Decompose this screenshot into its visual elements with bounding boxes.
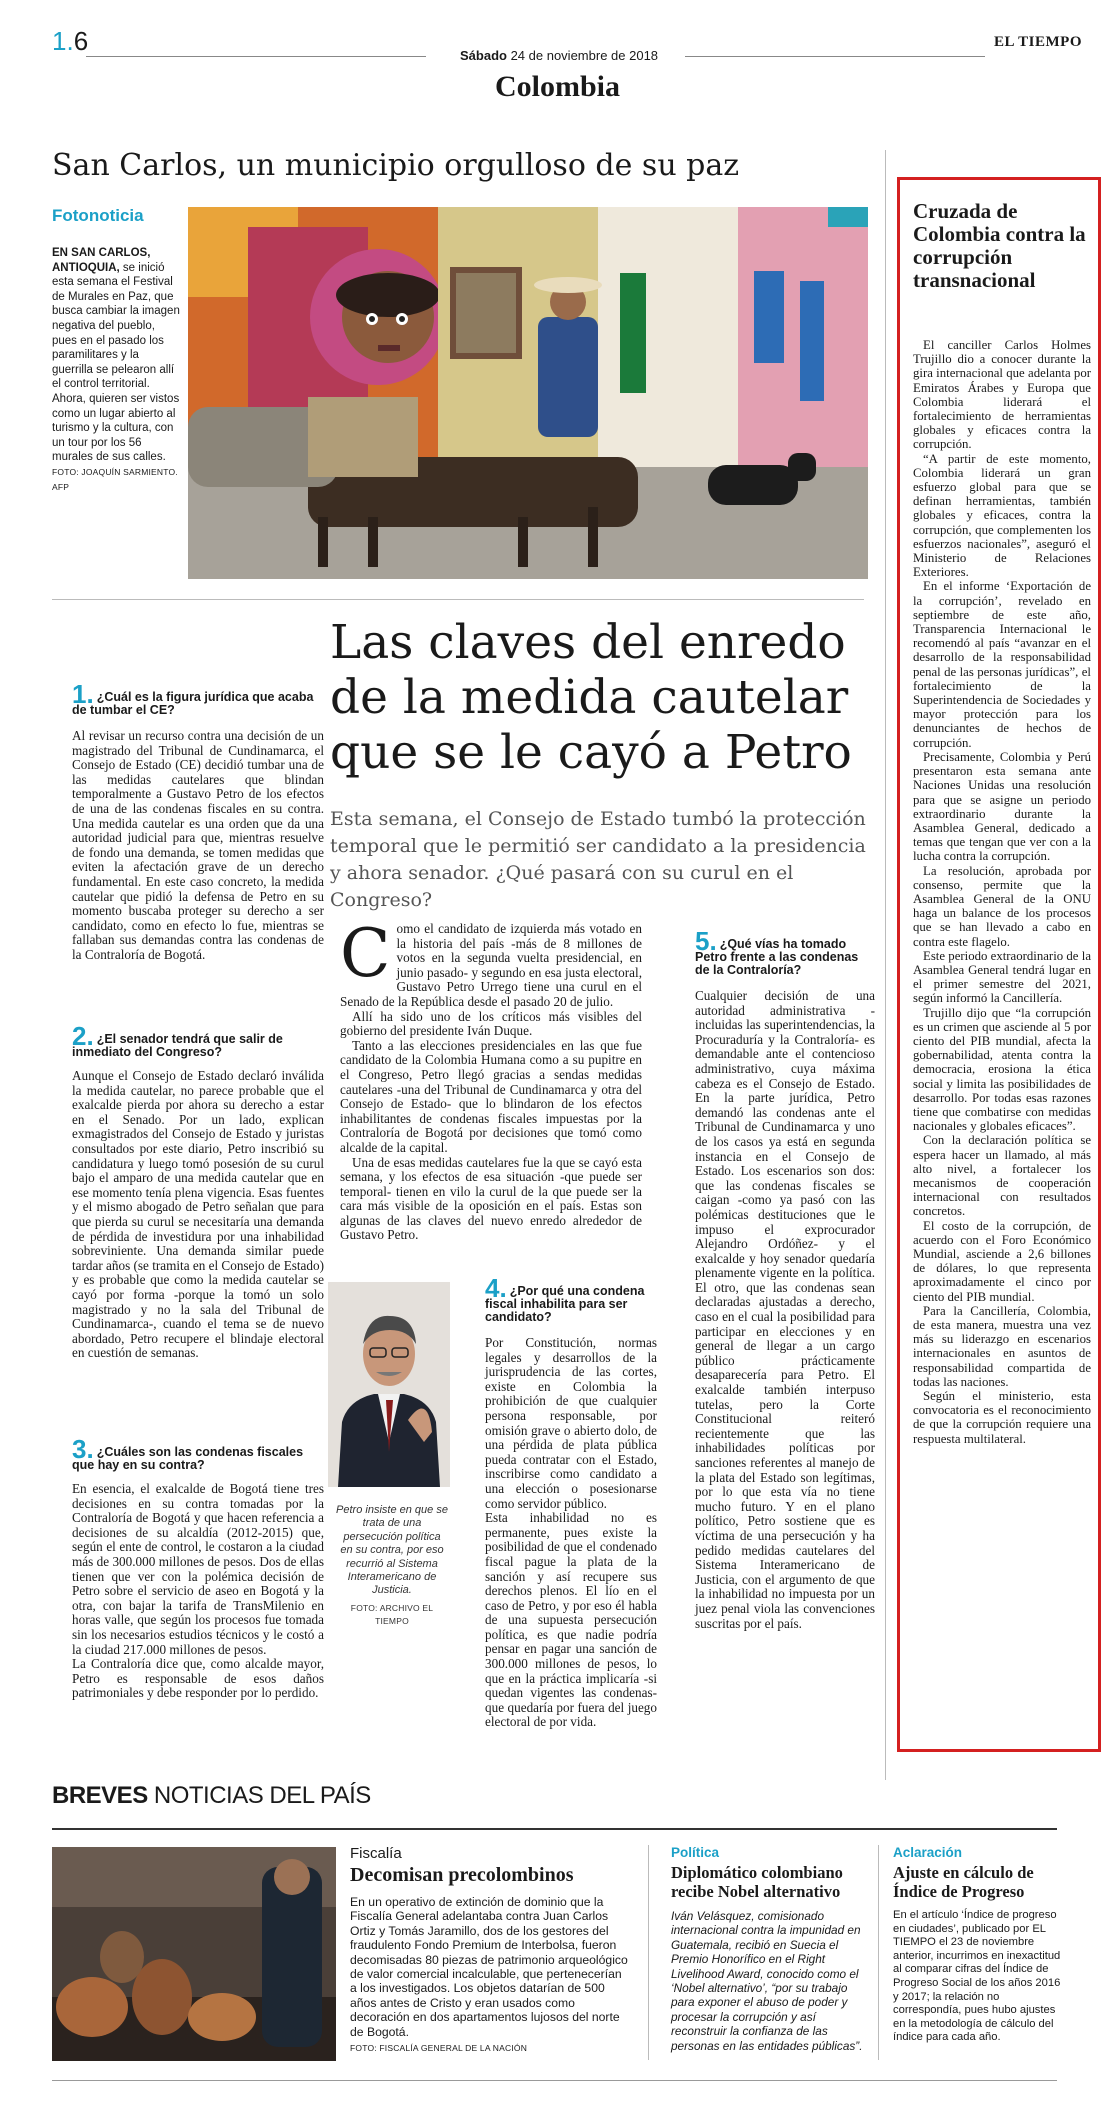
question-2 bbox=[72, 1021, 324, 1361]
breve-fiscalia bbox=[350, 1845, 630, 2055]
breve-1-text: En un operativo de extinción de dominio que la Fiscalía General adelantaba contra Juan Carlos Ortiz y Tomás Jaramillo, dos de los gestores del fraudulento Fondo Premium de Interbolsa, fueron decomisadas 80 piezas de patrimonio arqueológico de valor comercial incalculable, que pertenecerían a los investigados. Los objetos datarían de 500 años antes de Cristo y eran usados como decoración en dos apartamentos lujosos del norte de Bogotá. bbox=[350, 1895, 628, 2039]
breve-2-kicker: Política bbox=[671, 1845, 720, 1860]
question-1 bbox=[72, 679, 324, 963]
page-number: 1.6 bbox=[52, 26, 89, 56]
intro-paragraph-3: Tanto a las elecciones presidenciales en las que fue candidato de la Colombia Humana como a su pupitre en el Congreso, Petro llegó gracias a sendas medidas cautelares -una del Tribunal de Cundinamarca y otra del Consejo de Estado- que lo blindaron de los efectos inhabilitantes de condenas fiscales impuestas por la Contraloría de Bogotá por decisiones que tomó como alcalde de la capital. bbox=[340, 1037, 642, 1155]
breve-3-title: Ajuste en cálculo de Índice de Progreso bbox=[893, 1863, 1034, 1901]
sidebar-paragraph: La resolución, aprobada por consenso, permite que la Asamblea General de la ONU haga un balance de los procesos que se han llevado a cabo en contra este flagelo. bbox=[913, 863, 1091, 949]
sidebar-paragraph: Con la declaración política se espera hacer un llamado, al más alto nivel, a fortalecer los mecanismos de cooperación internacional con resultados concretos. bbox=[913, 1133, 1091, 1219]
precolombinos-photo bbox=[52, 1847, 336, 2061]
sidebar-paragraph: Para la Cancillería, Colombia, de esta manera, muestra una vez más su liderazgo en escenarios internacionales en asuntos de responsabilidad compartida de todas las naciones. bbox=[913, 1303, 1091, 1389]
header-rule-right bbox=[685, 56, 985, 57]
main-deck: Esta semana, el Consejo de Estado tumbó la protección temporal que le permitió ser candidato a la presidencia y ahora senador. ¿Qué pasará con su curul en el Congreso? bbox=[330, 808, 866, 911]
sidebar-paragraph: Precisamente, Colombia y Perú presentaron esta semana ante Naciones Unidas una resolución para que se asigne un periodo extraordinario durante la Asamblea General, dedicado a temas que tengan que ver con a la lucha contra la corrupción. bbox=[913, 749, 1091, 864]
feature-title: San Carlos, un municipio orgulloso de su paz bbox=[52, 148, 740, 183]
breve-3-text: En el artículo ‘Índice de progreso en ciudades’, publicado por EL TIEMPO el 23 de noviembre anterior, incurrimos en inexactitud al comparar cifras del Índice de Progreso Social de los años 2016 y 2017; la relación no correspondía, pues hubo ajustes en la metodología de cálculo del índice para cada año. bbox=[893, 1909, 1061, 2044]
question-3-heading: 3. ¿Cuáles son las condenas fiscales que hay en su contra? bbox=[72, 1434, 304, 1472]
question-2-heading: 2. ¿El senador tendrá que salir de inmediato del Congreso? bbox=[72, 1021, 283, 1059]
question-4-body: Por Constitución, normas legales y desarrollos de la jurisprudencia de las cortes, existe en Colombia la prohibición de que cualquier persona responsable, por omisión grave o abierto dolo, de una pérdida de plata pública pueda contratar con el Estado, inscribirse como candidato a una elección o posesionarse como servidor público. bbox=[485, 1335, 657, 1511]
sidebar-paragraph: En el informe ‘Exportación de la corrupción’, revelado en septiembre de este año, Transparencia Internacional le recomendó al país “avanzar en el desarrollo de la responsabilidad penal de las personas jurídicas”, el fortalecimiento de la Superintendencia de Sociedades y mayor protección para los denunciantes de hechos de corrupción. bbox=[913, 579, 1091, 750]
breves-divider-1 bbox=[648, 1845, 649, 2060]
page-bottom-rule bbox=[52, 2080, 1057, 2081]
breve-1-kicker: Fiscalía bbox=[350, 1845, 402, 1862]
sidebar-paragraph: Según el ministerio, esta convocatoria es el reconocimiento de que la corrupción requiere una respuesta multilateral. bbox=[913, 1389, 1091, 1446]
breve-2-text: Iván Velásquez, comisionado internacional contra la impunidad en Guatemala, recibió en Suecia el Premio Honorífico en el Right Livelihood Award, conocido como el ‘Nobel alternativo’, “por su trabajo para exponer el abuso de poder y procesar la corrupción y así reconstruir la confianza de las personas en las entidades públicas”. bbox=[671, 1909, 863, 2053]
petro-portrait bbox=[328, 1282, 450, 1487]
sidebar-divider bbox=[885, 150, 886, 1780]
question-2-body: Aunque el Consejo de Estado declaró inválida la medida cautelar, no parece probable que el exalcalde pierda por ahora su derecho a estar en el Senado. Por un lado, explican exmagistrados del Consejo de Estado y juristas consultados por este diario, Petro inscribió su candidatura y luego tomó posesión de su curul bajo el amparo de una medida cautelar que en ese momento tenía plena vigencia. Esas fuentes y el mismo abogado de Petro señalan que para que pierda su curul se necesitaría una demanda de pérdida de investidura por una inhabilidad sobreviniente. Una demanda similar puede tardar años (se tramita en el Consejo de Estado) y es probable que como la medida cautelar se cayó por forma -porque la tomó un solo magistrado y no la sala del Tribunal de Cundinamarca-, cuando el tema se de nuevo abordado, Petro recupere el blindaje electoral en cuestión de semanas. bbox=[72, 1068, 324, 1361]
question-5 bbox=[695, 926, 875, 1631]
drop-cap: C bbox=[340, 915, 391, 992]
question-4-heading: 4. ¿Por qué una condena fiscal inhabilita para ser candidato? bbox=[485, 1273, 645, 1324]
sidebar-paragraph: Trujillo dijo que “la corrupción es un crimen que asciende al 5 por ciento del PIB mundial, afecta la gobernabilidad, atenta contra la democracia, erosiona la ética social y limita las posibilidades de desarrollo. Por todas esas razones tiene que combatirse con medidas nacionales y globales eficaces”. bbox=[913, 1005, 1091, 1134]
feature-divider bbox=[52, 599, 864, 600]
breve-politica bbox=[671, 1845, 871, 2053]
breves-heading: BREVES NOTICIAS DEL PAÍS bbox=[52, 1782, 371, 1809]
fotonoticia-label: Fotonoticia bbox=[52, 206, 144, 225]
brand-logo: EL TIEMPO bbox=[994, 34, 1082, 50]
breve-aclaracion bbox=[893, 1845, 1063, 2045]
sidebar-title: Cruzada de Colombia contra la corrupción transnacional bbox=[913, 199, 1086, 292]
portrait-caption: Petro insiste en que se trata de una persecución política en su contra, por eso recurrió al Sistema Interamericano de Justicia. FOTO: ARCHIVO EL TIEMPO bbox=[336, 1504, 448, 1627]
sidebar-paragraph: El costo de la corrupción, de acuerdo con el Foro Económico Mundial, asciende a 2,6 billones de dólares, lo que representa aproximadamente el cinco por ciento del PIB mundial. bbox=[913, 1218, 1091, 1304]
question-1-heading: 1. ¿Cuál es la figura jurídica que acaba de tumbar el CE? bbox=[72, 679, 314, 717]
breve-3-kicker: Aclaración bbox=[893, 1845, 963, 1860]
breves-rule bbox=[52, 1828, 1057, 1830]
question-4-body-2: Esta inhabilidad no es permanente, pues existe la posibilidad de que el condenado fiscal pague la plata de la sanción y así recupere sus derechos plenos. El lío en el caso de Petro, y por eso él habla de una supuesta persecución política, es que nadie podría pensar en pagar una sanción de 300.000 millones de pesos, lo que en la práctica implicaría -si quedan vigentes las condenas- que quedaría por fuera del juego electoral de por vida. bbox=[485, 1510, 657, 1730]
question-5-heading: 5. ¿Qué vías ha tomado Petro frente a las condenas de la Contraloría? bbox=[695, 926, 859, 977]
question-1-body: Al revisar un recurso contra una decisión de un magistrado del Tribunal de Cundinamarca, el Consejo de Estado (CE) decidió tumbar una de las medidas cautelares que blindan temporalmente a Gustavo Petro de los efectos de una de las condenas fiscales en su contra. Una medida cautelar es una orden que da una autoridad judicial para que, mientras resuelve de fondo una demanda, se tomen medidas que eviten la afectación grave de un derecho fundamental. En este caso concreto, la medida cautelar que pidió la defensa de Petro en su momento buscaba proteger su derecho a ser candidato, como en efecto lo fue, mientras se fallaban sus demandas contra las condenas de la Contraloría de Bogotá. bbox=[72, 728, 324, 962]
sidebar-paragraph: El canciller Carlos Holmes Trujillo dio a conocer durante la gira internacional que adelanta por Emiratos Árabes y Europa que Colombia liderará el fortalecimiento de herramientas globales y eficaces contra la corrupción. bbox=[913, 338, 1091, 452]
sidebar-body bbox=[913, 338, 1091, 1446]
fotonoticia-caption: EN SAN CARLOS, ANTIOQUIA, se inició esta semana el Festival de Murales en Paz, que busca cambiar la imagen negativa del pueblo, pues en el pasado los paramilitares y la guerrilla se pelearon allí el control territorial. Ahora, quieren ser vistos como un lugar abierto al turismo y la cultura, con un tour por los 56 murales de sus calles. FOTO: JOAQUÍN SARMIENTO. AFP bbox=[52, 247, 180, 492]
breve-1-title: Decomisan precolombinos bbox=[350, 1864, 574, 1886]
breve-2-title: Diplomático colombiano recibe Nobel alternativo bbox=[671, 1863, 843, 1901]
question-3-body-2: La Contraloría dice que, como alcalde mayor, Petro es responsable de esos daños patrimoniales y debe responder por lo perdido. bbox=[72, 1656, 324, 1701]
question-5-body: Cualquier decisión de una autoridad administrativa -incluidas las superintendencias, la Procuraduría y la Contraloría- es demandable ante el contencioso administrativo, cuya máxima cabeza es el Consejo de Estado. En la parte jurídica, Petro demandó las condenas ante el Tribunal de Cundinamarca y uno de los casos ya está en segunda instancia en el Consejo de Estado. Los escenarios son dos: que las condenas fiscales se caigan -como ya pasó con las polémicas destituciones que le impuso el exprocurador Alejandro Ordóñez- y el exalcalde y hoy senador quedaría plenamente vigente en la política. El otro, que las condenas sean declaradas ajustadas a derecho, caso en el cual la posibilidad para participar en elecciones y en general de llegar a un cargo público prácticamente desaparecería para Petro. El exalcalde también interpuso tutelas, pero la Corte Constitucional reiteró recientemente que las inhabilidades políticas por sanciones referentes al manejo de la plata del Estado son legítimas, por lo que esta vía no tiene mucho futuro. Y en el plano político, Petro sostiene que es víctima de una persecución y ha pedido medidas cautelares del Sistema Interamericano de Justicia, con el argumento de que la inhabilidad no impuesta por un juez penal viola las convenciones suscritas por el país. bbox=[695, 988, 875, 1631]
intro-paragraph-2: Allí ha sido uno de los críticos más visibles del gobierno del presidente Iván Duque. bbox=[340, 1008, 642, 1039]
breves-divider-2 bbox=[878, 1845, 879, 2060]
intro-paragraph-1: omo el candidato de izquierda más votado en la historia del país -más de 8 millones de votos en la segunda vuelta presidencial, en junio pasado- y segundo en esa justa electoral, Gustavo Petro Urrego tiene una curul en el Senado de la República desde el pasado 20 de julio. bbox=[340, 921, 642, 1009]
section-title: Colombia bbox=[494, 70, 620, 103]
sidebar-paragraph: “A partir de este momento, Colombia liderará un gran esfuerzo global para que se definan herramientas, también globales y eficaces, contra la corrupción, que complementen los esfuerzos nacionales”, aseguró el Ministerio de Relaciones Exteriores. bbox=[913, 451, 1091, 580]
article-intro bbox=[340, 915, 642, 1243]
question-4 bbox=[485, 1273, 657, 1730]
sidebar-paragraph: Este periodo extraordinario de la Asamblea General tendrá lugar en el primer semestre del 2021, según informó la Cancillería. bbox=[913, 948, 1091, 1006]
breve-1-credit: FOTO: FISCALÍA GENERAL DE LA NACIÓN bbox=[350, 2043, 528, 2054]
main-headline: Las claves del enredo de la medida cautelar que se le cayó a Petro bbox=[330, 615, 852, 780]
question-3 bbox=[72, 1434, 324, 1701]
header-rule-left bbox=[86, 56, 426, 57]
header-date: Sábado 24 de noviembre de 2018 bbox=[460, 48, 659, 63]
intro-paragraph-4: Una de esas medidas cautelares fue la que se cayó esta semana, y los efectos de esa situación -que puede ser temporal- tienen en vilo la curul de la que puede ser la cara más visible de la oposición en el país. Estas son algunas de las claves del nuevo enredo alrededor de Gustavo Petro. bbox=[340, 1154, 642, 1243]
question-3-body: En esencia, el exalcalde de Bogotá tiene tres decisiones en su contra tomadas por la Contraloría de Bogotá y que hacen referencia a decisiones de su alcaldía (2012-2015) que, según el ente de control, le costaron a la ciudad más de 300.000 millones de pesos. Dos de ellas tienen que ver con la polémica decisión de Petro sobre el servicio de aseo en Bogotá y la otra, con bajar la tarifa de TransMilenio en horas valle, que según los procesos fue tomada sin los necesarios estudios técnicos y le costó a la ciudad 217.000 millones de pesos. bbox=[72, 1481, 324, 1657]
mural-photo bbox=[188, 207, 868, 579]
